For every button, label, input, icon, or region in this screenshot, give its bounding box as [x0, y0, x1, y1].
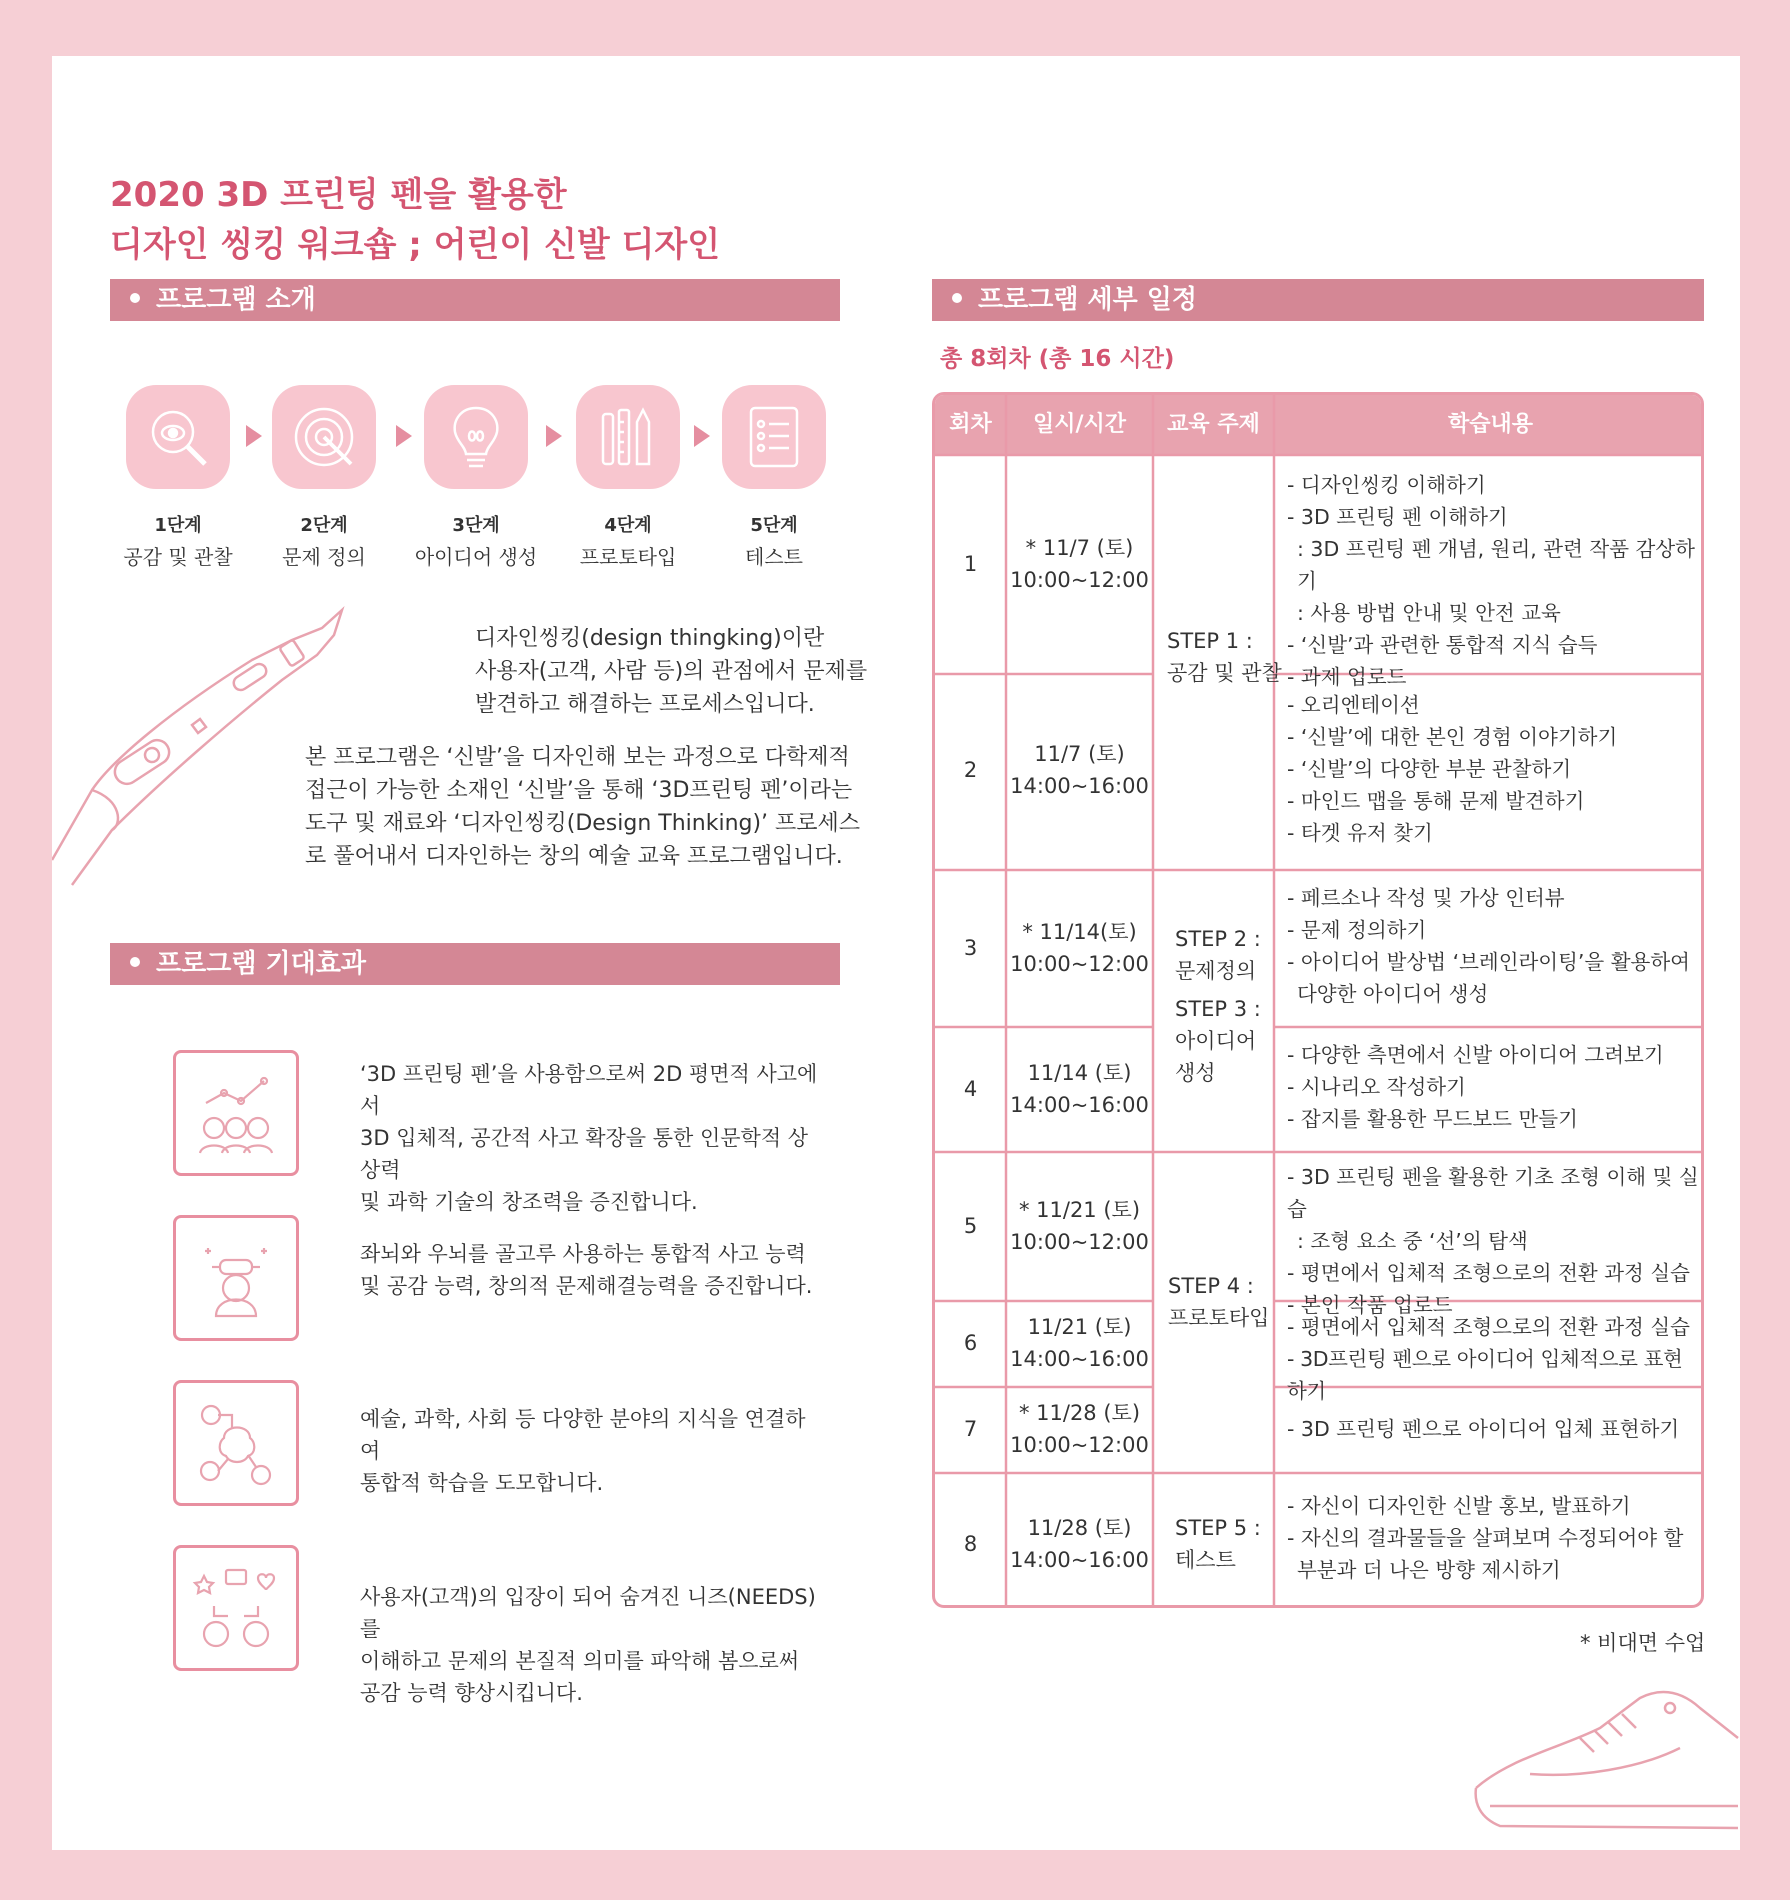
- session-date: * 11/14(토): [1022, 920, 1137, 944]
- step-number: 5단계: [750, 515, 798, 536]
- bullet-dot: [130, 957, 140, 967]
- topic-line: STEP 2 :: [1175, 927, 1261, 951]
- step-label: 공감 및 관찰: [123, 545, 233, 569]
- content-line: 다양한 아이디어 생성: [1297, 982, 1489, 1006]
- step-label: 문제 정의: [282, 545, 366, 569]
- text-line: 및 과학 기술의 창조력을 증진합니다.: [360, 1190, 698, 1214]
- column-header: 학습내용: [1447, 412, 1533, 437]
- session-time: 14:00~16:00: [1010, 1548, 1149, 1572]
- content-line: - 마인드 맵을 통해 문제 발견하기: [1287, 789, 1585, 813]
- magnifier-eye-icon: [126, 385, 230, 489]
- session-number: 4: [963, 1077, 978, 1101]
- topic-line: STEP 5 :: [1175, 1516, 1261, 1540]
- session-date: * 11/28 (토): [1018, 1401, 1141, 1425]
- content-line: - ‘신발’의 다양한 부분 관찰하기: [1287, 757, 1572, 781]
- text-line: 3D 입체적, 공간적 사고 확장을 통한 인문학적 상상력: [360, 1126, 809, 1182]
- topic-line: 테스트: [1175, 1548, 1236, 1572]
- content-line: - 3D 프린팅 펜으로 아이디어 입체 표현하기: [1287, 1417, 1680, 1441]
- step-number: 4단계: [604, 515, 652, 536]
- session-datetime: [1006, 1311, 1153, 1375]
- session-content: [1287, 1161, 1701, 1321]
- text-line: 및 공감 능력, 창의적 문제해결능력을 증진합니다.: [360, 1274, 813, 1298]
- session-date: 11/7 (토): [1034, 742, 1125, 766]
- session-number: 6: [963, 1331, 978, 1355]
- content-line: - 3D프린팅 펜으로 아이디어 입체적으로 표현하기: [1287, 1347, 1683, 1403]
- tools-icon: [576, 385, 680, 489]
- step-2: [244, 385, 404, 570]
- bullet-dot: [952, 293, 962, 303]
- step-label: 프로토타입: [579, 545, 677, 569]
- brain-exercise-icon: [173, 1215, 299, 1341]
- topic-step-5: [1175, 1512, 1261, 1576]
- session-time: 10:00~12:00: [1010, 952, 1149, 976]
- effect-text-4: [360, 1581, 820, 1709]
- session-time: 10:00~12:00: [1010, 1433, 1149, 1457]
- session-time: 14:00~16:00: [1010, 774, 1149, 798]
- session-number: 5: [963, 1214, 978, 1238]
- session-date: 11/28 (토): [1027, 1516, 1132, 1540]
- session-content: [1287, 689, 1617, 849]
- session-content: [1287, 1490, 1683, 1586]
- session-content: [1287, 882, 1690, 1010]
- effect-text-2: [360, 1238, 820, 1302]
- content-line: - 시나리오 작성하기: [1287, 1075, 1466, 1099]
- text-line: ‘3D 프린팅 펜’을 사용함으로써 2D 평면적 사고에서: [360, 1062, 818, 1118]
- intro-heading: 프로그램 소개: [156, 285, 316, 315]
- text-line: 사용자(고객)의 입장이 되어 숨겨진 니즈(NEEDS)를: [360, 1585, 816, 1641]
- session-number: 1: [963, 552, 978, 576]
- step-4: [548, 385, 708, 570]
- content-line: 부분과 더 나은 방향 제시하기: [1297, 1558, 1561, 1582]
- session-datetime: [1006, 1194, 1153, 1258]
- topic-line: 문제정의: [1175, 959, 1257, 983]
- session-number: 2: [963, 758, 978, 782]
- session-content: [1287, 1039, 1664, 1135]
- session-time: 14:00~16:00: [1010, 1093, 1149, 1117]
- step-label: 아이디어 생성: [414, 545, 538, 569]
- topic-line: STEP 1 :: [1167, 629, 1253, 653]
- schedule-table: [932, 392, 1704, 1608]
- topic-step-2-3: [1175, 923, 1261, 1089]
- text-line: 도구 및 재료와 ‘디자인씽킹(Design Thinking)’ 프로세스: [305, 811, 861, 836]
- topic-line: STEP 4 :: [1168, 1274, 1254, 1298]
- content-line: - 디자인씽킹 이해하기: [1287, 473, 1486, 497]
- title-line-1: 2020 3D 프린팅 펜을 활용한: [110, 175, 567, 215]
- text-line: 접근이 가능한 소재인 ‘신발’을 통해 ‘3D프린팅 펜’이라는: [305, 778, 853, 803]
- column-header: 일시/시간: [1032, 412, 1127, 437]
- session-datetime: [1006, 1397, 1153, 1461]
- text-line: 디자인씽킹(design thingking)이란: [475, 626, 825, 651]
- text-line: 통합적 학습을 도모합니다.: [360, 1471, 604, 1495]
- page-title: [110, 170, 720, 270]
- content-line: - ‘신발’과 관련한 통합적 지식 습득: [1287, 633, 1598, 657]
- effect-text-1: [360, 1058, 820, 1218]
- schedule-heading: 프로그램 세부 일정: [978, 285, 1198, 315]
- content-line: : 조형 요소 중 ‘선’의 탐색: [1297, 1229, 1528, 1253]
- target-icon: [272, 385, 376, 489]
- content-line: - 다양한 측면에서 신발 아이디어 그려보기: [1287, 1043, 1664, 1067]
- session-number: 3: [963, 936, 978, 960]
- session-date: 11/14 (토): [1027, 1061, 1132, 1085]
- content-line: - ‘신발’에 대한 본인 경험 이야기하기: [1287, 725, 1618, 749]
- text-line: 사용자(고객, 사람 등)의 관점에서 문제를: [475, 659, 868, 684]
- step-number: 2단계: [300, 515, 348, 536]
- content-line: : 3D 프린팅 펜 개념, 원리, 관련 작품 감상하기: [1297, 537, 1695, 593]
- session-date: 11/21 (토): [1027, 1315, 1132, 1339]
- effects-heading: 프로그램 기대효과: [156, 949, 366, 979]
- schedule-total: 총 8회차 (총 16 시간): [940, 346, 1175, 372]
- step-1: [98, 385, 258, 570]
- step-number: 1단계: [154, 515, 202, 536]
- text-line: 공감 능력 향상시킵니다.: [360, 1681, 583, 1705]
- content-line: - 페르소나 작성 및 가상 인터뷰: [1287, 886, 1565, 910]
- topic-line: 아이디어: [1175, 1029, 1257, 1053]
- content-line: - 문제 정의하기: [1287, 918, 1427, 942]
- session-content: [1287, 1311, 1701, 1407]
- effect-text-3: [360, 1403, 820, 1499]
- topic-line: 프로토타입: [1168, 1306, 1270, 1330]
- text-line: 본 프로그램은 ‘신발’을 디자인해 보는 과정으로 다학제적: [305, 745, 850, 770]
- content-line: - 평면에서 입체적 조형으로의 전환 과정 실습: [1287, 1315, 1690, 1339]
- topic-step-4: [1168, 1270, 1269, 1334]
- effects-section-bar: [110, 943, 840, 985]
- shoe-illustration: [1470, 1678, 1740, 1850]
- session-date: * 11/21 (토): [1018, 1198, 1141, 1222]
- text-line: 예술, 과학, 사회 등 다양한 분야의 지식을 연결하여: [360, 1407, 806, 1463]
- people-growth-icon: [173, 1050, 299, 1176]
- content-line: - 3D 프린팅 펜 이해하기: [1287, 505, 1508, 529]
- session-datetime: [1006, 532, 1153, 596]
- program-description: [305, 741, 860, 873]
- content-line: - 자신이 디자인한 신발 홍보, 발표하기: [1287, 1494, 1631, 1518]
- step-label: 테스트: [745, 545, 803, 569]
- schedule-section-bar: [932, 279, 1704, 321]
- content-line: - 본인 작품 업로드: [1287, 1293, 1453, 1317]
- remote-class-note: * 비대면 수업: [1580, 1631, 1706, 1655]
- session-content: [1287, 1413, 1679, 1445]
- session-datetime: [1006, 738, 1153, 802]
- text-line: 로 풀어내서 디자인하는 창의 예술 교육 프로그램입니다.: [305, 844, 843, 869]
- design-thinking-definition: [475, 622, 867, 721]
- step-3: [396, 385, 556, 570]
- session-time: 10:00~12:00: [1010, 568, 1149, 592]
- session-number: 8: [963, 1532, 978, 1556]
- bullet-dot: [130, 293, 140, 303]
- session-time: 10:00~12:00: [1010, 1230, 1149, 1254]
- content-line: : 사용 방법 안내 및 안전 교육: [1297, 601, 1561, 625]
- text-line: 발견하고 해결하는 프로세스입니다.: [475, 692, 815, 717]
- text-line: 좌뇌와 우뇌를 골고루 사용하는 통합적 사고 능력: [360, 1242, 806, 1266]
- topic-step-1: [1167, 625, 1282, 689]
- content-line: - 3D 프린팅 펜을 활용한 기초 조형 이해 및 실습: [1287, 1165, 1699, 1221]
- topic-line: STEP 3 :: [1175, 997, 1261, 1021]
- step-number: 3단계: [452, 515, 500, 536]
- content-line: - 잡지를 활용한 무드보드 만들기: [1287, 1107, 1578, 1131]
- content-line: - 아이디어 발상법 ‘브레인라이팅’을 활용하여: [1287, 950, 1690, 974]
- column-header: 회차: [949, 412, 992, 437]
- knowledge-network-icon: [173, 1380, 299, 1506]
- session-datetime: [1006, 916, 1153, 980]
- text-line: 이해하고 문제의 본질적 의미를 파악해 봄으로써: [360, 1649, 800, 1673]
- column-header: 교육 주제: [1167, 412, 1260, 437]
- empathy-icon: [173, 1545, 299, 1671]
- step-5: [694, 385, 854, 570]
- topic-line: 공감 및 관찰: [1167, 661, 1282, 685]
- session-number: 7: [963, 1417, 978, 1441]
- session-datetime: [1006, 1512, 1153, 1576]
- content-line: - 자신의 결과물들을 살펴보며 수정되어야 할: [1287, 1526, 1684, 1550]
- session-content: [1287, 469, 1701, 693]
- lightbulb-icon: [424, 385, 528, 489]
- content-line: - 과제 업로드: [1287, 665, 1407, 689]
- checklist-icon: [722, 385, 826, 489]
- session-datetime: [1006, 1057, 1153, 1121]
- session-time: 14:00~16:00: [1010, 1347, 1149, 1371]
- content-line: - 타겟 유저 찾기: [1287, 821, 1433, 845]
- title-line-2: 디자인 씽킹 워크숍 ; 어린이 신발 디자인: [110, 225, 721, 265]
- content-line: - 오리엔테이션: [1287, 693, 1420, 717]
- session-date: * 11/7 (토): [1025, 536, 1134, 560]
- intro-section-bar: [110, 279, 840, 321]
- content-line: - 평면에서 입체적 조형으로의 전환 과정 실습: [1287, 1261, 1690, 1285]
- topic-line: 생성: [1175, 1061, 1216, 1085]
